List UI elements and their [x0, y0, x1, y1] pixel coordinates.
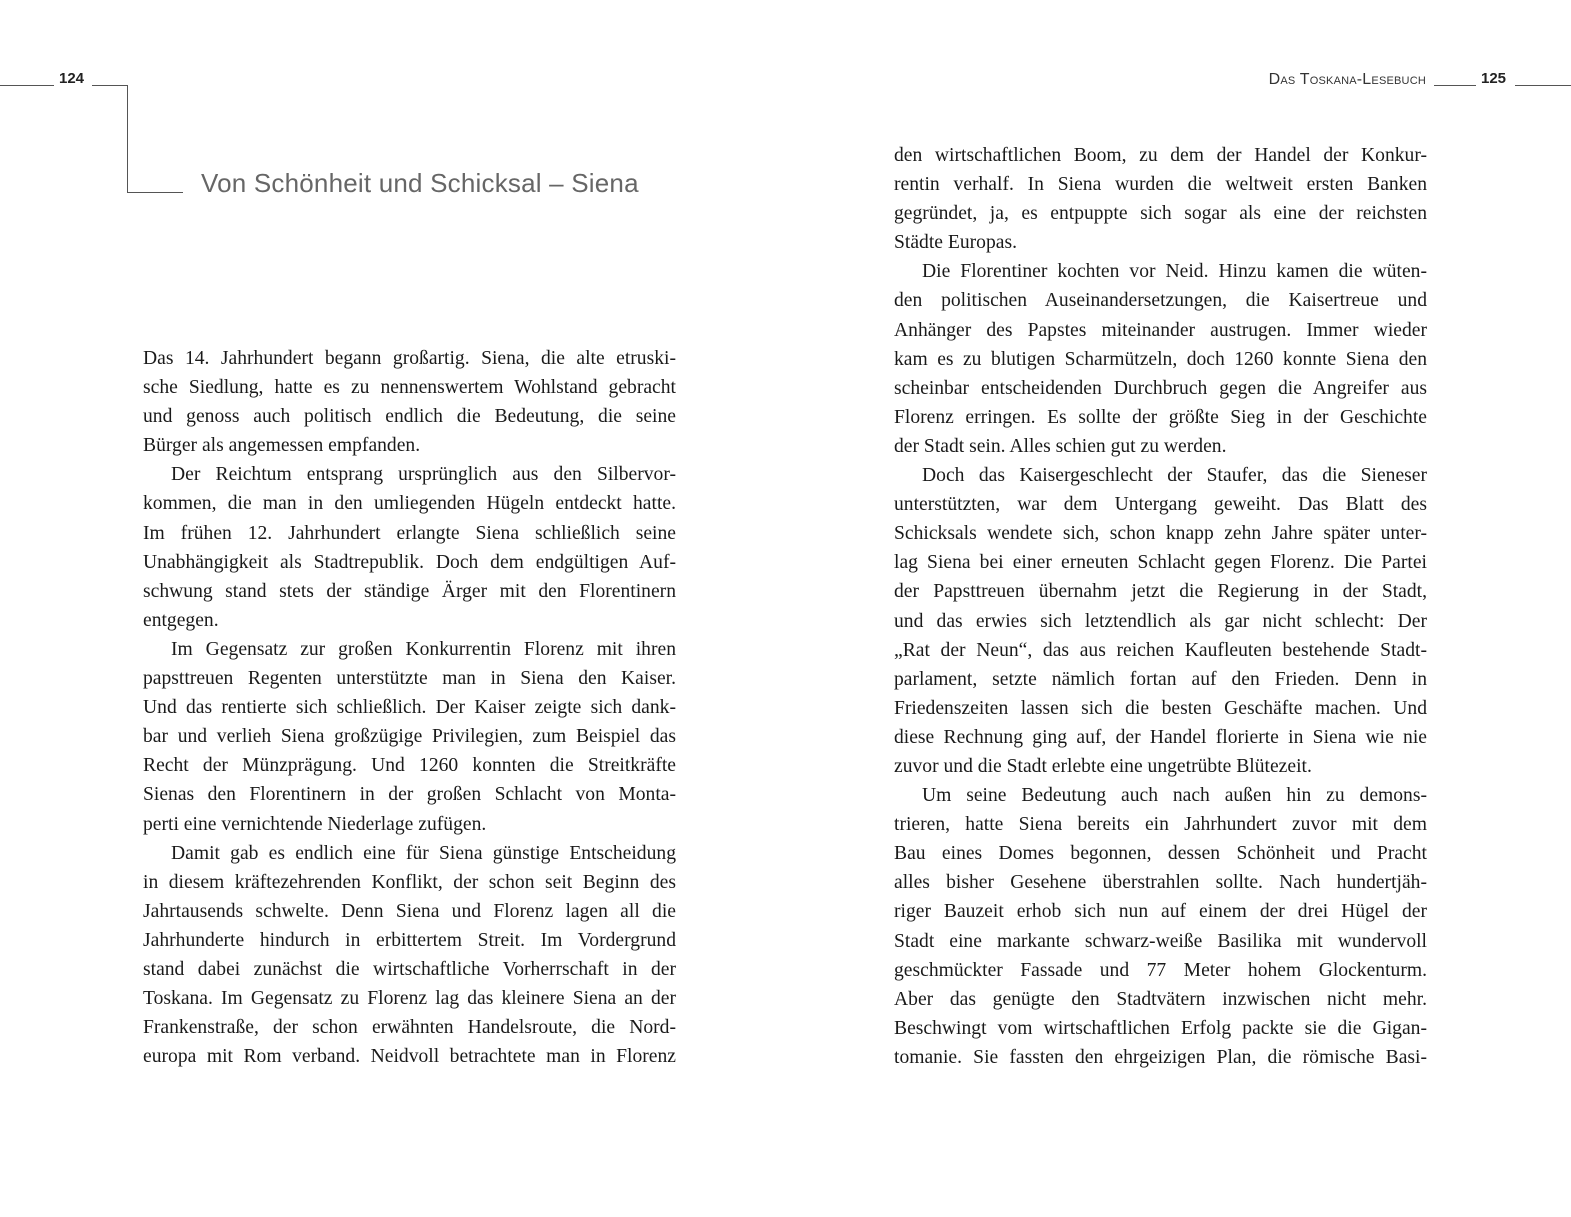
page-number-right: 125 [1481, 70, 1507, 87]
text-line: bar und verlieh Siena großzügige Privilegien, zum Beispiel das [143, 726, 676, 748]
text-line: schwung stand stets der ständige Ärger mit den Florentinern [143, 580, 676, 602]
text-line: rentin verhalf. In Siena wurden die weltweit ersten Banken [894, 174, 1427, 196]
text-line: entgegen. [143, 609, 219, 631]
chapter-bracket-vertical [127, 85, 128, 193]
header-rule-left-outer [0, 85, 54, 86]
text-line: der Stadt sein. Alles schien gut zu werden. [894, 435, 1227, 457]
text-line: Bau eines Domes begonnen, dessen Schönheit und Pracht [894, 843, 1427, 865]
text-line: Unabhängigkeit als Stadtrepublik. Doch dem endgültigen Auf- [143, 551, 676, 573]
text-line: gegründet, ja, es entpuppte sich sogar als eine der reichsten [894, 203, 1427, 225]
text-line: kam es zu blutigen Scharmützeln, doch 1260 konnte Siena den [894, 348, 1427, 370]
text-line: alles bisher Gesehene überstrahlen sollte. Nach hundertjäh- [894, 872, 1427, 894]
text-line: Aber das genügte den Stadtvätern inzwischen nicht mehr. [894, 988, 1427, 1010]
text-line: scheinbar entscheidenden Durchbruch gegen die Angreifer aus [894, 377, 1427, 399]
text-line: Städte Europas. [894, 232, 1017, 254]
text-line: den politischen Auseinandersetzungen, die Kaisertreue und [894, 290, 1427, 312]
text-line: papsttreuen Regenten unterstützte man in Siena den Kaiser. [143, 668, 676, 690]
text-line: trieren, hatte Siena bereits ein Jahrhundert zuvor mit dem [894, 814, 1427, 836]
text-line: Recht der Münzprägung. Und 1260 konnten die Streitkräfte [143, 755, 676, 777]
text-line: Der Reichtum entsprang ursprünglich aus den Silbervor- [171, 464, 676, 486]
text-line: Beschwingt vom wirtschaftlichen Erfolg packte sie die Gigan- [894, 1017, 1427, 1039]
text-line: Das 14. Jahrhundert begann großartig. Siena, die alte etruski- [143, 348, 676, 369]
text-line: parlament, setzte nämlich fortan auf den Frieden. Denn in [894, 668, 1427, 690]
text-line: Um seine Bedeutung auch nach außen hin zu demons- [922, 785, 1427, 807]
text-line: Jahrhunderte hindurch in erbittertem Streit. Im Vordergrund [143, 929, 676, 951]
right-page-body [894, 141, 1427, 1072]
text-line: Schicksals wendete sich, schon knapp zehn Jahre später unter- [894, 523, 1427, 545]
text-line: Und das rentierte sich schließlich. Der Kaiser zeigte sich dank- [143, 697, 676, 719]
text-line: und das erwies sich letztendlich als gar nicht schlecht: Der [894, 610, 1427, 632]
text-line: Jahrtausends schwelte. Denn Siena und Florenz lagen all die [143, 900, 676, 922]
text-line: zuvor und die Stadt erlebte eine ungetrübte Blütezeit. [894, 755, 1312, 777]
text-line: „Rat der Neun“, das aus reichen Kaufleuten bestehende Stadt- [894, 639, 1427, 661]
left-page-body [143, 344, 676, 1071]
chapter-title: Von Schönheit und Schicksal – Siena [201, 168, 639, 198]
text-line: Die Florentiner kochten vor Neid. Hinzu kamen die wüten- [922, 261, 1427, 283]
text-line: Bürger als angemessen empfanden. [143, 435, 421, 457]
text-line: Stadt eine markante schwarz-weiße Basilika mit wundervoll [894, 930, 1427, 952]
text-line: Damit gab es endlich eine für Siena günstige Entscheidung [171, 842, 676, 864]
text-line: Florenz erringen. Es sollte der größte Sieg in der Geschichte [894, 406, 1427, 428]
text-line: Sienas den Florentinern in der großen Schlacht von Monta- [143, 784, 676, 806]
text-line: tomanie. Sie fassten den ehrgeizigen Plan, die römische Basi- [894, 1046, 1427, 1068]
text-line: Im frühen 12. Jahrhundert erlangte Siena schließlich seine [143, 522, 676, 544]
text-line: diese Rechnung ging auf, der Handel florierte in Siena wie nie [894, 726, 1427, 748]
text-line: der Papsttreuen übernahm jetzt die Regierung in der Stadt, [894, 581, 1427, 603]
page-number-left: 124 [59, 70, 85, 87]
text-line: und genoss auch politisch endlich die Bedeutung, die seine [143, 406, 676, 428]
text-line: Friedenszeiten lassen sich die besten Geschäfte machen. Und [894, 697, 1427, 719]
text-line: Doch das Kaisergeschlecht der Staufer, das die Sieneser [922, 465, 1427, 487]
text-line: Im Gegensatz zur großen Konkurrentin Florenz mit ihren [171, 638, 676, 660]
text-line: unterstützten, war dem Untergang geweiht. Das Blatt des [894, 494, 1427, 516]
text-line: sche Siedlung, hatte es zu nennenswertem Wohlstand gebracht [143, 377, 676, 399]
text-line: stand dabei zunächst die wirtschaftliche Vorherrschaft in der [143, 958, 676, 980]
header-rule-right-inner [1434, 85, 1476, 86]
text-line: Anhänger des Papstes miteinander austrugen. Immer wieder [894, 319, 1427, 341]
chapter-bracket-horizontal [127, 192, 183, 193]
text-line: geschmückter Fassade und 77 Meter hohem Glockenturm. [894, 959, 1427, 981]
text-line: Toskana. Im Gegensatz zu Florenz lag das kleinere Siena an der [143, 988, 676, 1010]
text-line: europa mit Rom verband. Neidvoll betrachtete man in Florenz [143, 1046, 676, 1068]
text-line: perti eine vernichtende Niederlage zufügen. [143, 813, 487, 835]
header-rule-right-outer [1515, 85, 1571, 86]
text-line: kommen, die man in den umliegenden Hügeln entdeckt hatte. [143, 493, 676, 515]
text-line: den wirtschaftlichen Boom, zu dem der Handel der Konkur- [894, 145, 1427, 166]
running-head: Das Toskana-Lesebuch [1268, 71, 1426, 88]
text-line: Frankenstraße, der schon erwähnten Handelsroute, die Nord- [143, 1017, 676, 1039]
header-rule-left-inner [92, 85, 128, 86]
text-line: riger Bauzeit erhob sich nun auf einem der drei Hügel der [894, 901, 1427, 923]
text-line: in diesem kräftezehrenden Konflikt, der schon seit Beginn des [143, 871, 676, 893]
text-line: lag Siena bei einer erneuten Schlacht gegen Florenz. Die Partei [894, 552, 1427, 574]
